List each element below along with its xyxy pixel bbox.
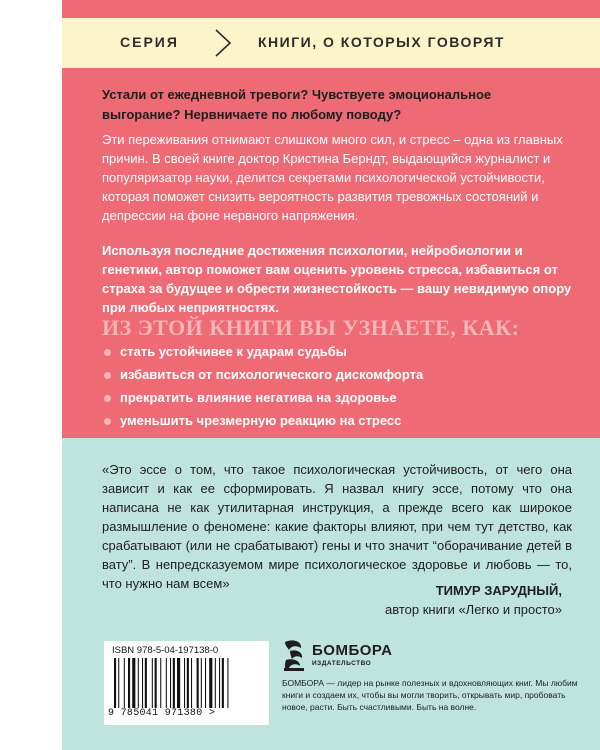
top-section	[62, 0, 600, 438]
bullet-dot-icon	[104, 395, 111, 402]
learn-list	[102, 344, 423, 436]
review-quote: «Это эссе о том, что такое психологическая устойчивость, от чего она зависит и как ее сформировать. Я назвал книгу эссе, потому что она написана не как утилитарная инструкция, а прежде всего как широкое размышление о феномене: какие факторы влияют, при чем тут детство, как срабатывают (или не срабатывают) гены и что значит “оборачивание детей в вату”. В непредсказуемом мире психологическое здоровье и любовь — то, что нужно нам всем»	[102, 462, 572, 591]
list-item	[102, 413, 423, 436]
book-back-cover	[62, 0, 600, 750]
quote-author: ТИМУР ЗАРУДНЫЙ,	[435, 583, 562, 598]
publisher-description: БОМБОРА — лидер на рынке полезных и вдохновляющих книг. Мы любим книги и создаем их, чтобы вы могли творить, открывать мир, пробовать новое, расти. Быть счастливыми. Быть на волне.	[282, 678, 578, 712]
list-item-text: прекратить влияние негатива на здоровье	[120, 390, 397, 405]
list-item-text: избавиться от психологического дискомфорта	[120, 367, 424, 382]
bombora-wave-icon	[282, 638, 306, 672]
list-item-text: стать устойчивее к ударам судьбы	[120, 344, 347, 359]
barcode-digits: 9 785041 971380 >	[108, 708, 216, 719]
list-item	[102, 367, 423, 390]
series-label: СЕРИЯ	[120, 34, 179, 50]
list-item	[102, 344, 423, 367]
list-item	[102, 390, 423, 413]
barcode-bars-icon	[112, 658, 262, 708]
description-paragraph: Эти переживания отнимают слишком много сил, и стресс – одна из главных причин. В своей книге доктор Кристина Берндт, выдающийся журналист и популяризатор науки, делится секретами психологической устойчивости, которая поможет снизить вероятность развития тревожных состояний и депрессии на фоне нервного напряжения.	[102, 132, 563, 223]
barcode	[104, 641, 269, 725]
quote-author-role: автор книги «Легко и просто»	[384, 602, 562, 617]
publisher-logo	[282, 638, 482, 674]
publisher-subtitle: ИЗДАТЕЛЬСТВО	[312, 660, 372, 667]
bullet-dot-icon	[104, 372, 111, 379]
list-item-text: уменьшить чрезмерную реакцию на стресс	[120, 413, 402, 428]
bullet-dot-icon	[104, 349, 111, 356]
learn-heading: ИЗ ЭТОЙ КНИГИ ВЫ УЗНАЕТЕ, КАК:	[102, 315, 520, 340]
publisher-name: БОМБОРА	[312, 642, 393, 659]
series-name: КНИГИ, О КОТОРЫХ ГОВОРЯТ	[258, 34, 505, 50]
highlight-paragraph: Используя последние достижения психологии, нейробиологии и генетики, автор поможет вам оценить уровень стресса, избавиться от страха за будущее и обрести жизнестойкость — вашу невидимую опору при любых неприятностях.	[102, 243, 572, 315]
isbn-text: ISBN 978-5-04-197138-0	[112, 645, 219, 656]
series-band	[62, 18, 600, 68]
bullet-dot-icon	[104, 418, 111, 425]
lead-question: Устали от ежедневной тревоги? Чувствуете эмоциональное выгорание? Нервничаете по любому поводу?	[102, 87, 492, 122]
chevron-right-icon	[212, 28, 234, 58]
